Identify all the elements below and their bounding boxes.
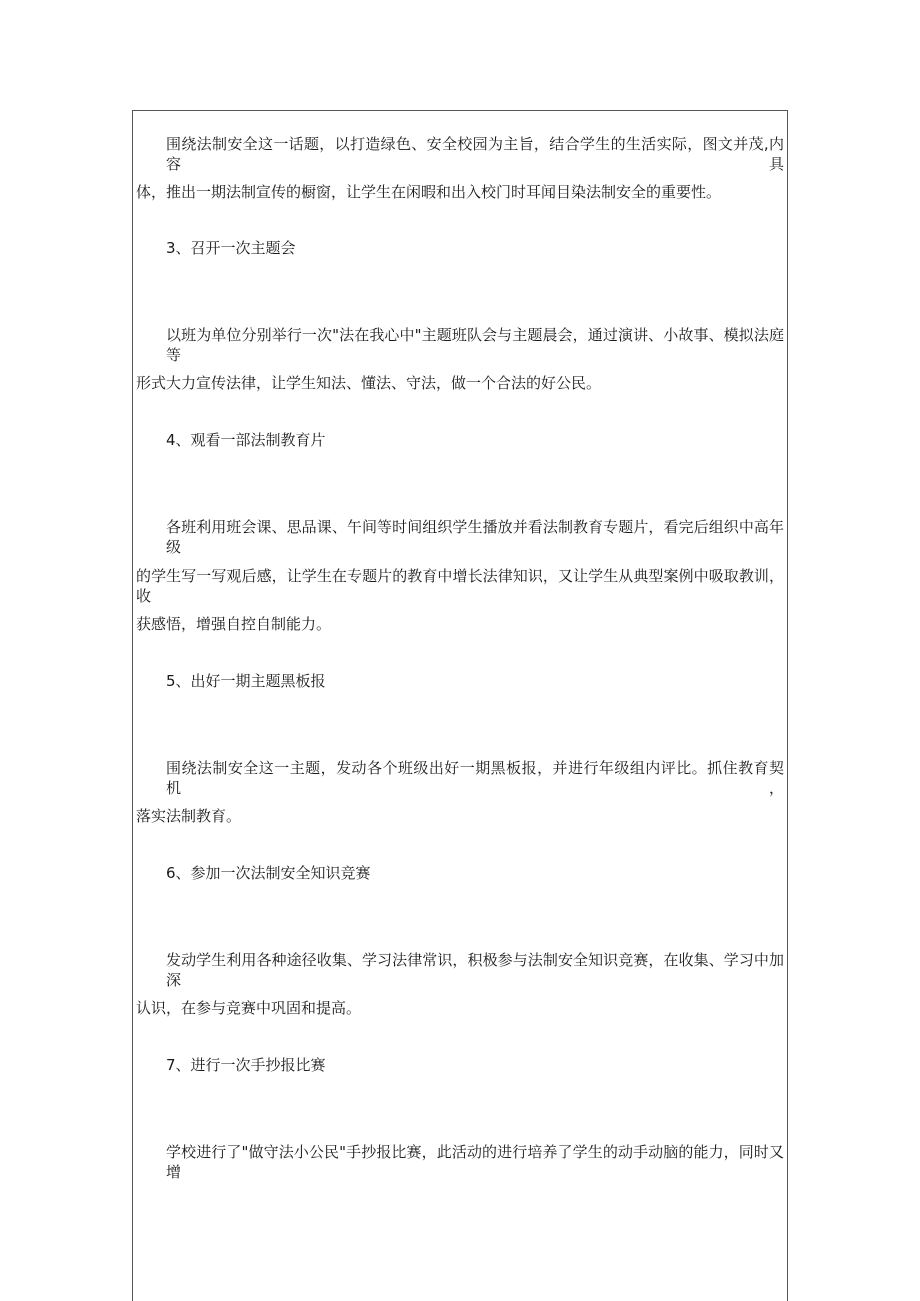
paragraph-line: 学校进行了"做守法小公民"手抄报比赛，此活动的进行培养了学生的动手动脑的能力，同时又增 <box>166 1143 784 1181</box>
paragraph-line: 的学生写一写观后感，让学生在专题片的教育中增长法律知识，又让学生从典型案例中吸取教训，收 <box>136 567 784 605</box>
section-heading: 3、召开一次主题会 <box>166 239 296 257</box>
paragraph-line: 围绕法制安全这一主题，发动各个班级出好一期黑板报，并进行年级组内评比。抓住教育契机， <box>166 759 784 797</box>
section-heading: 6、参加一次法制安全知识竞赛 <box>166 864 371 882</box>
paragraph-line: 以班为单位分别举行一次"法在我心中"主题班队会与主题晨会，通过演讲、小故事、模拟法庭等 <box>166 326 784 364</box>
section-heading: 7、进行一次手抄报比赛 <box>166 1056 326 1074</box>
paragraph-line: 获感悟，增强自控自制能力。 <box>136 615 332 633</box>
paragraph-line: 发动学生利用各种途径收集、学习法律常识，积极参与法制安全知识竞赛，在收集、学习中加深 <box>166 951 784 989</box>
paragraph-line: 体，推出一期法制宣传的橱窗，让学生在闲暇和出入校门时耳闻目染法制安全的重要性。 <box>136 183 722 201</box>
section-heading: 5、出好一期主题黑板报 <box>166 672 326 690</box>
paragraph-line: 各班利用班会课、思品课、午间等时间组织学生播放并看法制教育专题片，看完后组织中高年级 <box>166 518 784 556</box>
document-frame <box>132 110 788 1301</box>
paragraph-line: 认识，在参与竞赛中巩固和提高。 <box>136 999 362 1017</box>
paragraph-line: 围绕法制安全这一话题，以打造绿色、安全校园为主旨，结合学生的生活实际，图文并茂,内容具 <box>166 135 784 173</box>
paragraph-line: 落实法制教育。 <box>136 807 242 825</box>
paragraph-line: 形式大力宣传法律，让学生知法、懂法、守法，做一个合法的好公民。 <box>136 374 602 392</box>
section-heading: 4、观看一部法制教育片 <box>166 431 326 449</box>
